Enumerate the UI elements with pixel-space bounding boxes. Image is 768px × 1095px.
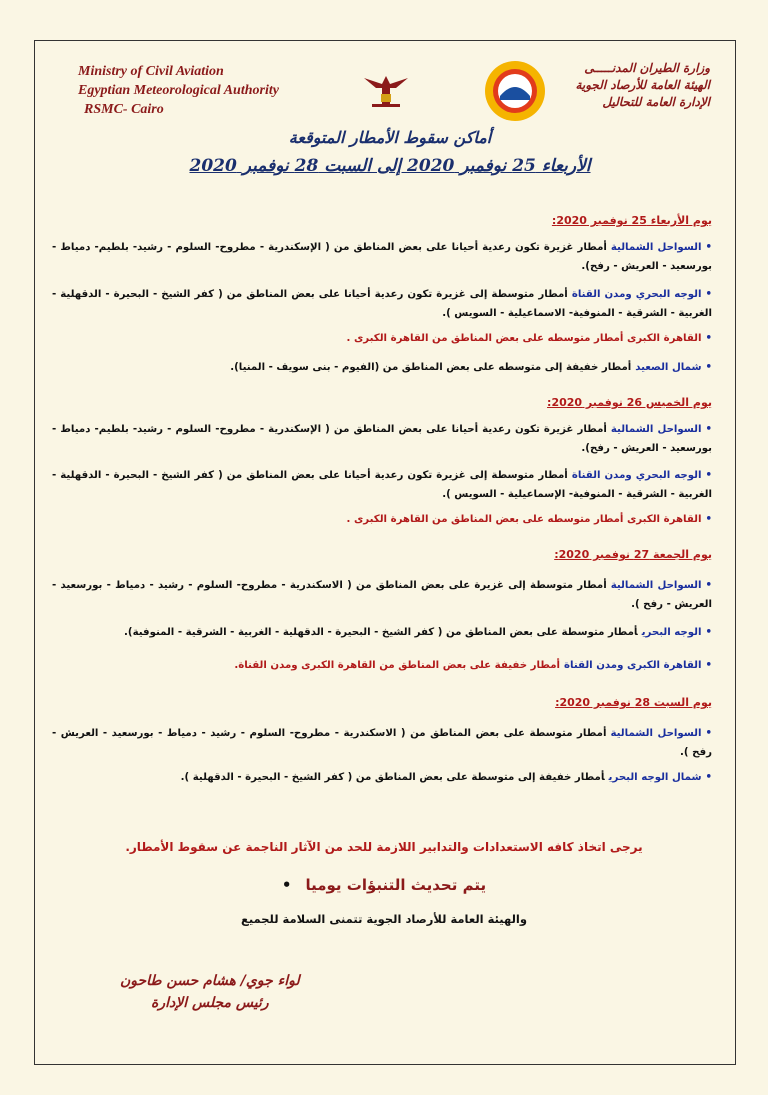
signature-block [120,970,300,1014]
forecast-item: •شمال الصعيدأمطار خفيفة إلى متوسطه على بعض المناطق من (الفيوم - بنى سويف - المنيا). [230,362,712,373]
ministry-name-en: Ministry of Civil Aviation [78,64,224,79]
day-heading: يوم الخميس 26 نوفمبر 2020: [547,396,712,409]
day-heading: يوم الأربعاء 25 نوفمبر 2020: [551,214,712,227]
header-arabic [575,60,710,111]
department-name-ar: الإدارة العامة للتحاليل [602,95,710,109]
eagle-emblem-icon [362,70,410,110]
page-title: أماكن سقوط الأمطار المتوقعة [288,128,492,147]
precaution-notice: يرجى اتخاذ كافه الاستعدادات والتدابير اللازمة للحد من الآثار الناجمة عن سقوط الأمطار. [125,840,643,854]
ema-logo-icon [484,60,546,122]
day-heading: يوم السبت 28 نوفمبر 2020: [555,696,712,709]
signatory-name: لواء جوي/ هشام حسن طاحون [120,973,300,989]
forecast-item: •شمال الوجه البحريأمطار خفيفة إلى متوسطة على بعض المناطق من ( كفر الشيخ - البحيرة - الدقهلية ). [180,772,712,783]
authority-name-ar: الهيئة العامة للأرصاد الجوية [575,78,710,92]
forecast-item: •السواحل الشماليةأمطار متوسطة إلى غزيرة على بعض المناطق من ( الاسكندرية - مطروح- السلوم - رشيد - دمياط - بورسعيد - العريش - رفح ). [52,580,713,610]
day-heading: يوم الجمعة 27 نوفمبر 2020: [554,548,712,561]
page-subtitle: الأربعاء 25 نوفمبر 2020 إلى السبت 28 نوفمبر 2020 [189,156,591,176]
forecast-item: •القاهرة الكبرى أمطار متوسطه على بعض المناطق من القاهرة الكبرى . [346,333,712,344]
forecast-item: •السواحل الشماليةأمطار غزيرة تكون رعدية أحيانا على بعض المناطق من ( الإسكندرية - مطروح- السلوم - رشيد- بلطيم- دمياط - بورسعيد - العريش - رفح). [52,242,712,272]
update-notice: يتم تحديث التنبؤات يوميا• [281,876,487,894]
forecast-item: •السواحل الشماليةأمطار متوسطة على بعض المناطق من ( الاسكندرية - مطروح- السلوم - رشيد - دمياط - بورسعيد - العريش - رفح ). [52,728,712,758]
ministry-name-ar: وزارة الطيران المدنـــــى [584,61,710,75]
signatory-title: رئيس مجلس الإدارة [151,995,269,1011]
header-english [78,62,279,119]
authority-name-en: Egyptian Meteorological Authority [78,83,279,98]
forecast-item: •الوجه البحريأمطار متوسطة على بعض المناطق من ( كفر الشيخ - البحيرة - الدقهلية - الغربية - الشرقية - المنوفية). [124,627,712,638]
forecast-item: •الوجه البحري ومدن القناةأمطار متوسطة إلى غزيرة تكون رعدية أحيانا على بعض المناطق من ( كفر الشيخ - البحيرة - الدقهلية - الغربية - الشرقية - المنوفية- الاسماعيلية - السويس ). [52,289,712,319]
forecast-item: •القاهرة الكبرى أمطار متوسطه على بعض المناطق من القاهرة الكبرى . [346,514,712,525]
forecast-item: •القاهرة الكبرى ومدن القناةأمطار خفيفة على بعض المناطق من القاهرة الكبرى ومدن القناة. [234,660,712,671]
forecast-item: •الوجه البحري ومدن القناةأمطار متوسطة إلى غزيرة تكون رعدية أحيانا على بعض المناطق من ( كفر الشيخ - البحيرة - الدقهلية - الغربية - الشرقية - المنوفية- الإسماعيلية - السويس ). [52,470,712,500]
rsmc-name-en: RSMC- Cairo [84,102,164,117]
safety-wish: والهيئة العامة للأرصاد الجوية تتمنى السلامة للجميع [240,912,527,926]
forecast-item: •السواحل الشماليةأمطار غزيرة تكون رعدية أحيانا على بعض المناطق من ( الإسكندرية - مطروح- السلوم - رشيد- بلطيم- دمياط - بورسعيد - العريش - رفح). [52,424,712,454]
